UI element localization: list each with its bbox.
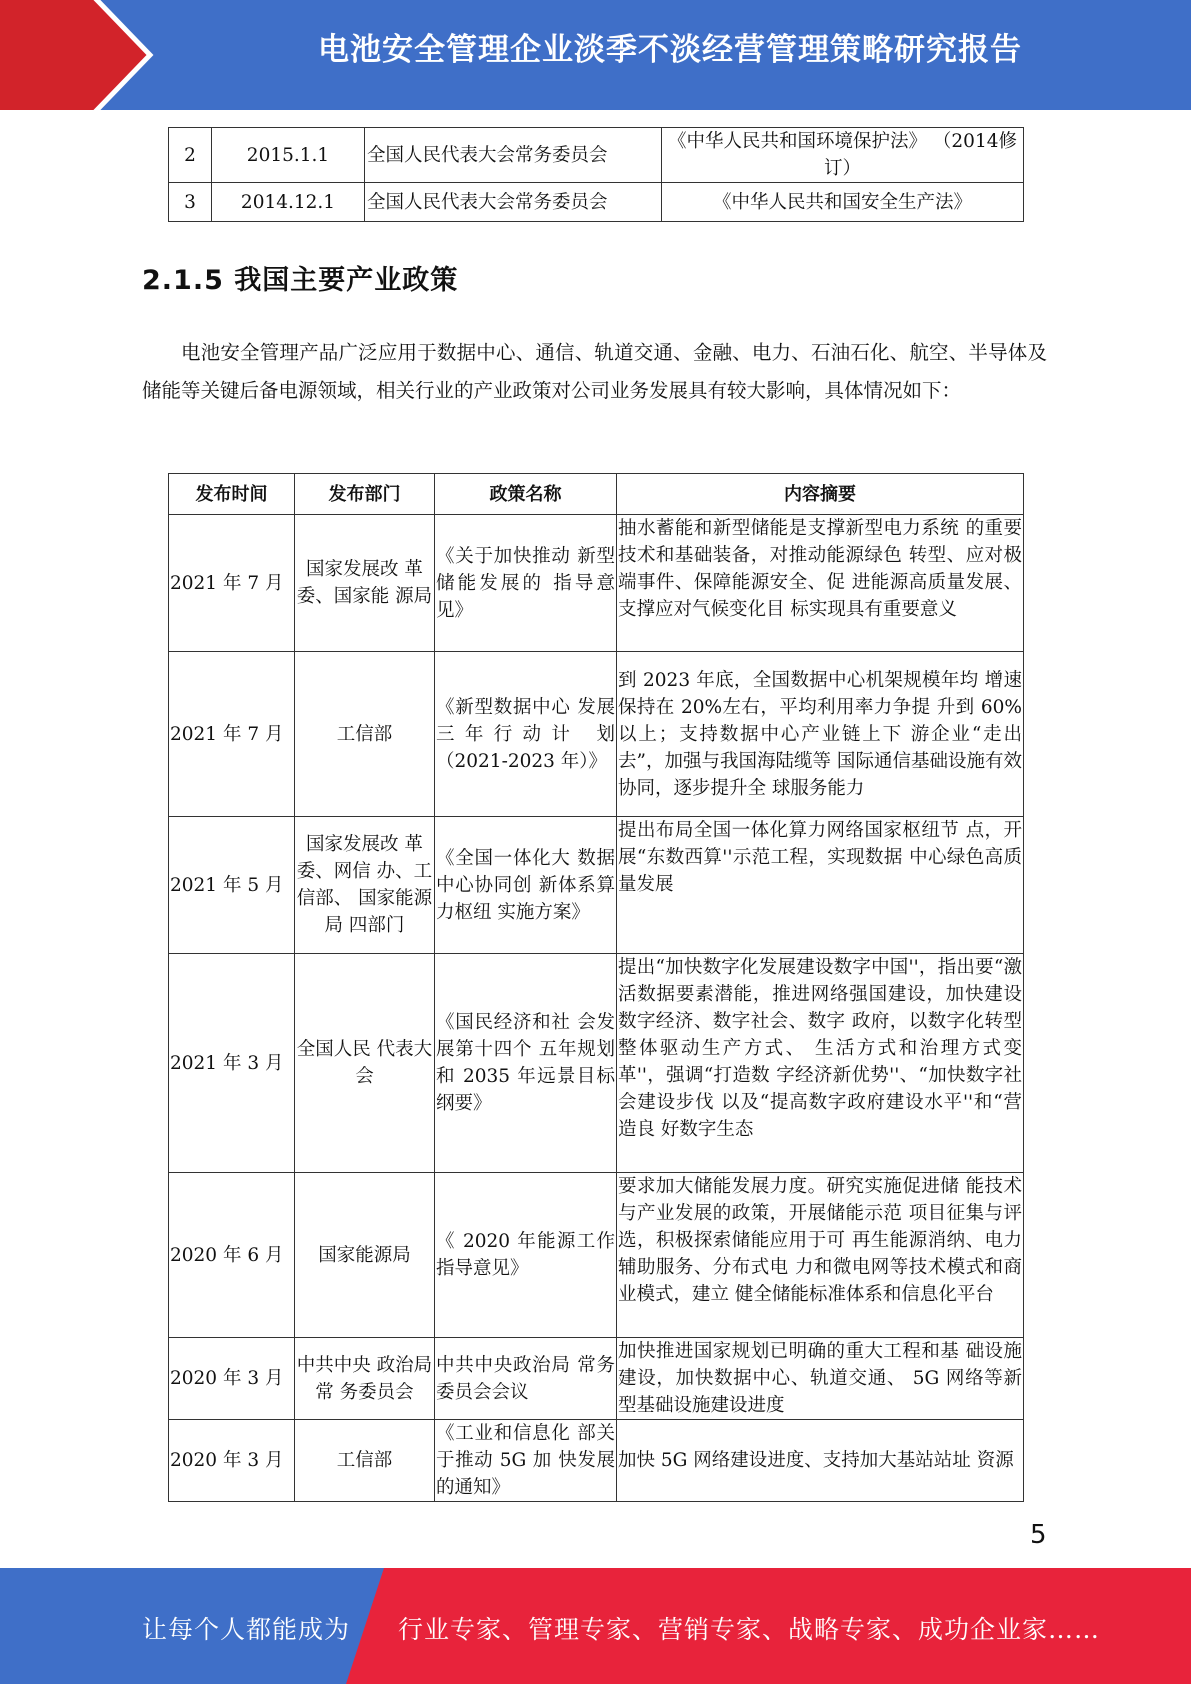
column-header-department: 发布部门 bbox=[295, 474, 435, 515]
table-row bbox=[169, 183, 1024, 222]
column-header-summary: 内容摘要 bbox=[617, 474, 1024, 515]
policy-summary: 加快 5G 网络建设进度、支持加大基站站址 资源 bbox=[617, 1420, 1024, 1502]
column-header-date: 发布时间 bbox=[169, 474, 295, 515]
section-heading: 2.1.5 我国主要产业政策 bbox=[142, 265, 459, 296]
row-number: 3 bbox=[169, 183, 212, 222]
release-date: 2020 年 3 月 bbox=[169, 1420, 295, 1502]
policy-name: 《全国一体化大 数据中心协同创 新体系算力枢纽 实施方案》 bbox=[435, 817, 617, 954]
policy-summary: 抽水蓄能和新型储能是支撑新型电力系统 的重要技术和基础装备，对推动能源绿色 转型、应对极端事件、保障能源安全、促 进能源高质量发展、支撑应对气候变化目 标实现具有重要意义 bbox=[617, 515, 1024, 652]
release-date: 2021 年 7 月 bbox=[169, 652, 295, 817]
table-row bbox=[169, 1173, 1024, 1338]
report-title: 电池安全管理企业淡季不淡经营管理策略研究报告 bbox=[318, 32, 1022, 68]
issuing-department: 国家发展改 革委、网信 办、工信部、 国家能源局 四部门 bbox=[295, 817, 435, 954]
table-row bbox=[169, 652, 1024, 817]
row-number: 2 bbox=[169, 128, 212, 183]
law-table-continuation bbox=[168, 127, 1024, 222]
issuing-department: 工信部 bbox=[295, 652, 435, 817]
policy-name: 《国民经济和社 会发展第十四个 五年规划和 2035 年远景目标纲要》 bbox=[435, 954, 617, 1173]
footer-slogan-left: 让每个人都能成为 bbox=[142, 1615, 351, 1644]
table-row bbox=[169, 1420, 1024, 1502]
law-name: 《中华人民共和国安全生产法》 bbox=[662, 183, 1024, 222]
policy-summary: 加快推进国家规划已明确的重大工程和基 础设施建设，加快数据中心、轨道交通、 5G 网络等新型基础设施建设进度 bbox=[617, 1338, 1024, 1420]
issuing-department: 国家能源局 bbox=[295, 1173, 435, 1338]
release-date: 2020 年 3 月 bbox=[169, 1338, 295, 1420]
release-date: 2020 年 6 月 bbox=[169, 1173, 295, 1338]
issuing-body: 全国人民代表大会常务委员会 bbox=[365, 128, 662, 183]
issuing-department: 全国人民 代表大会 bbox=[295, 954, 435, 1173]
policy-summary: 到 2023 年底，全国数据中心机架规模年均 增速保持在 20%左右，平均利用率力争提 升到 60%以上；支持数据中心产业链上下 游企业“走出去”，加强与我国海陆缆等 国际通信基础设施有效协同，逐步提升全 球服务能力 bbox=[617, 652, 1024, 817]
table-row bbox=[169, 954, 1024, 1173]
issuing-department: 中共中央 政治局常 务委员会 bbox=[295, 1338, 435, 1420]
policy-summary: 提出“加快数字化发展建设数字中国''，指出要“激活数据要素潜能，推进网络强国建设，加快建设数字经济、数字社会、数字 政府，以数字化转型整体驱动生产方式、 生活方式和治理方式变革''，强调“打造数 字经济新优势''、“加快数字社会建设步伐 以及“提高数字政府建设水平''和“营造良 好数字生态 bbox=[617, 954, 1024, 1173]
footer-slogan-right: 行业专家、管理专家、营销专家、战略专家、成功企业家…… bbox=[398, 1615, 1101, 1644]
effective-date: 2015.1.1 bbox=[212, 128, 365, 183]
table-row bbox=[169, 128, 1024, 183]
policy-name: 《关于加快推动 新型储能发展的 指导意见》 bbox=[435, 515, 617, 652]
law-name: 《中华人民共和国环境保护法》 （2014修订） bbox=[662, 128, 1024, 183]
issuing-department: 工信部 bbox=[295, 1420, 435, 1502]
policy-name: 《工业和信息化 部关于推动 5G 加 快发展的通知》 bbox=[435, 1420, 617, 1502]
policy-summary: 提出布局全国一体化算力网络国家枢纽节 点，开展“东数西算''示范工程，实现数据 中心绿色高质量发展 bbox=[617, 817, 1024, 954]
policy-summary: 要求加大储能发展力度。研究实施促进储 能技术与产业发展的政策，开展储能示范 项目征集与评选，积极探索储能应用于可 再生能源消纳、电力辅助服务、分布式电 力和微电网等技术模式和商业模式，建立 健全储能标准体系和信息化平台 bbox=[617, 1173, 1024, 1338]
release-date: 2021 年 5 月 bbox=[169, 817, 295, 954]
column-header-policy-name: 政策名称 bbox=[435, 474, 617, 515]
industry-policy-table bbox=[168, 473, 1024, 1502]
header-red-chevron-decoration bbox=[0, 0, 160, 110]
release-date: 2021 年 7 月 bbox=[169, 515, 295, 652]
policy-name: 《 2020 年能源工作指导意见》 bbox=[435, 1173, 617, 1338]
table-row bbox=[169, 515, 1024, 652]
intro-paragraph: 电池安全管理产品广泛应用于数据中心、通信、轨道交通、金融、电力、石油石化、航空、半导体及储能等关键后备电源领域，相关行业的产业政策对公司业务发展具有较大影响，具体情况如下： bbox=[142, 341, 1047, 402]
table-header-row bbox=[169, 474, 1024, 515]
table-row bbox=[169, 1338, 1024, 1420]
page-number: 5 bbox=[1030, 1520, 1047, 1550]
policy-name: 《新型数据中心 发展三年行动计 划（2021-2023 年）》 bbox=[435, 652, 617, 817]
table-row bbox=[169, 817, 1024, 954]
effective-date: 2014.12.1 bbox=[212, 183, 365, 222]
policy-name: 中共中央政治局 常务委员会会议 bbox=[435, 1338, 617, 1420]
issuing-department: 国家发展改 革委、国家能 源局 bbox=[295, 515, 435, 652]
issuing-body: 全国人民代表大会常务委员会 bbox=[365, 183, 662, 222]
release-date: 2021 年 3 月 bbox=[169, 954, 295, 1173]
page-header bbox=[0, 0, 1191, 110]
